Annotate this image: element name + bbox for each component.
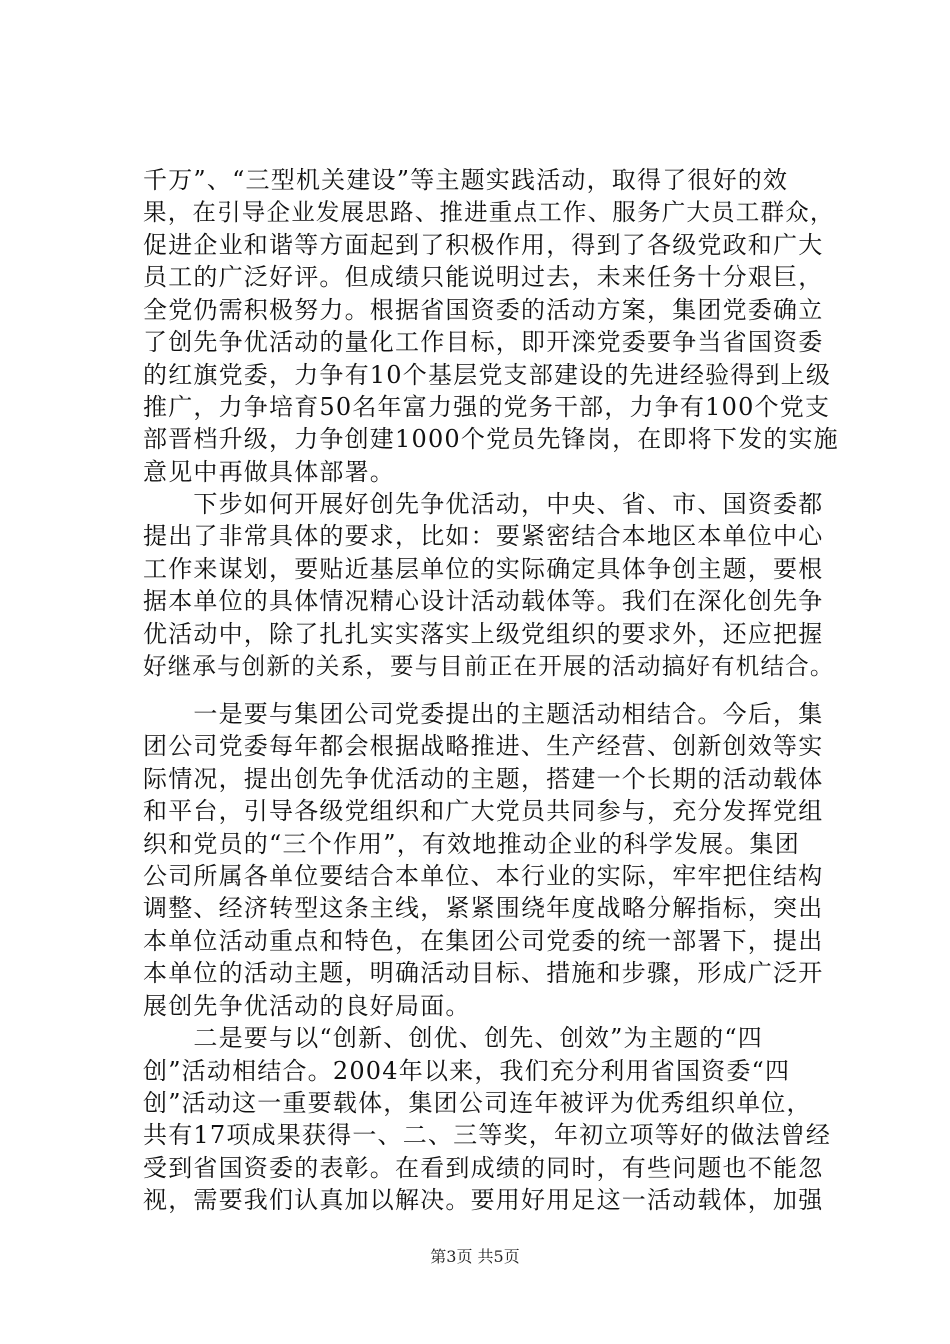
text-line: 了创先争优活动的量化工作目标，即开滦党委要争当省国资委 [143, 328, 824, 356]
text-line: 意见中再做具体部署。 [143, 458, 395, 486]
text-line: 本单位的活动主题，明确活动目标、措施和步骤，形成广泛开 [143, 959, 824, 987]
text-line: 视，需要我们认真加以解决。要用好用足这一活动载体，加强 [143, 1186, 824, 1214]
text-line: 全党仍需积极努力。根据省国资委的活动方案，集团党委确立 [143, 296, 824, 324]
text-line: 促进企业和谐等方面起到了积极作用，得到了各级党政和广大 [143, 231, 824, 259]
text-line: 的红旗党委，力争有10个基层党支部建设的先进经验得到上级 [143, 361, 832, 389]
text-line: 好继承与创新的关系，要与目前正在开展的活动搞好有机结合。 [143, 652, 835, 680]
text-line: 一是要与集团公司党委提出的主题活动相结合。今后，集 [143, 700, 824, 728]
text-line: 展创先争优活动的良好局面。 [143, 992, 471, 1020]
text-line: 织和党员的“三个作用”，有效地推动企业的科学发展。集团 [143, 830, 800, 858]
text-line: 创”活动这一重要载体，集团公司连年被评为优秀组织单位， [143, 1089, 812, 1117]
text-line: 团公司党委每年都会根据战略推进、生产经营、创新创效等实 [143, 732, 824, 760]
text-line: 际情况，提出创先争优活动的主题，搭建一个长期的活动载体 [143, 765, 824, 793]
text-line: 创”活动相结合。2004年以来，我们充分利用省国资委“四 [143, 1057, 791, 1085]
text-line: 部晋档升级，力争创建1000个党员先锋岗，在即将下发的实施 [143, 425, 839, 453]
text-line: 据本单位的具体情况精心设计活动载体等。我们在深化创先争 [143, 587, 824, 615]
text-line: 千万”、“三型机关建设”等主题实践活动，取得了很好的效 [143, 166, 789, 194]
text-line: 员工的广泛好评。但成绩只能说明过去，未来任务十分艰巨， [143, 263, 824, 291]
text-line: 受到省国资委的表彰。在看到成绩的同时，有些问题也不能忽 [143, 1154, 824, 1182]
text-line: 和平台，引导各级党组织和广大党员共同参与，充分发挥党组 [143, 797, 824, 825]
text-line: 优活动中，除了扎扎实实落实上级党组织的要求外，还应把握 [143, 620, 824, 648]
text-line: 共有17项成果获得一、二、三等奖，年初立项等好的做法曾经 [143, 1121, 832, 1149]
text-line: 推广，力争培育50名年富力强的党务干部，力争有100个党支 [143, 393, 831, 421]
text-line: 果，在引导企业发展思路、推进重点工作、服务广大员工群众， [143, 198, 835, 226]
text-line: 提出了非常具体的要求，比如：要紧密结合本地区本单位中心 [143, 522, 824, 550]
text-line: 工作来谋划，要贴近基层单位的实际确定具体争创主题，要根 [143, 555, 824, 583]
text-line: 调整、经济转型这条主线，紧紧围绕年度战略分解指标，突出 [143, 894, 824, 922]
text-line: 下步如何开展好创先争优活动，中央、省、市、国资委都 [143, 490, 824, 518]
text-line: 公司所属各单位要结合本单位、本行业的实际，牢牢把住结构 [143, 862, 824, 890]
page-number: 第3页 共5页 [430, 1247, 520, 1266]
text-line: 本单位活动重点和特色，在集团公司党委的统一部署下，提出 [143, 927, 824, 955]
text-line: 二是要与以“创新、创优、创先、创效”为主题的“四 [143, 1024, 764, 1052]
